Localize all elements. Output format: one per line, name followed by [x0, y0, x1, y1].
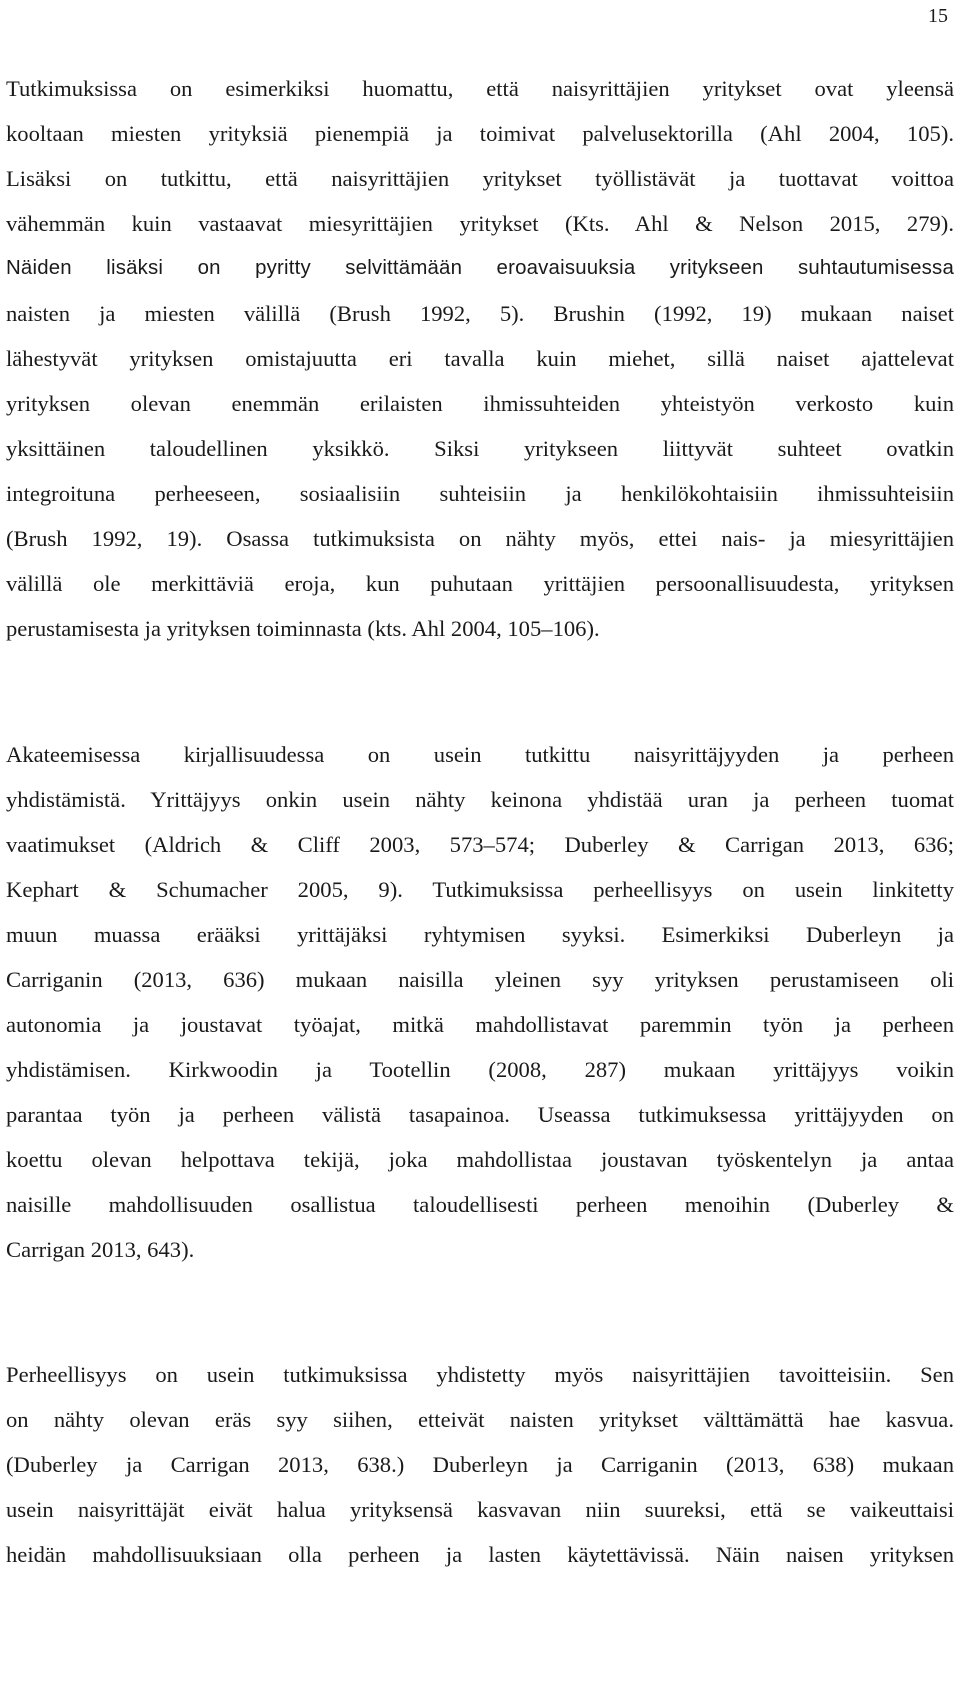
paragraph-2-line-4: Kephart & Schumacher 2005, 9). Tutkimuksissa perheellisyys on usein linkitetty [6, 877, 954, 902]
paragraph-1 [6, 66, 954, 651]
page-number: 15 [928, 5, 948, 27]
paragraph-1-line-11: (Brush 1992, 19). Osassa tutkimuksista on nähty myös, ettei nais- ja miesyrittäjien [6, 526, 954, 551]
paragraph-3-line-2: on nähty olevan eräs syy siihen, etteivät naisten yritykset välttämättä hae kasvua. [6, 1407, 954, 1432]
paragraph-2-line-2: yhdistämistä. Yrittäjyys onkin usein nähty keinona yhdistää uran ja perheen tuomat [6, 787, 954, 812]
paragraph-1-line-1: Tutkimuksissa on esimerkiksi huomattu, että naisyrittäjien yritykset ovat yleensä [6, 76, 954, 101]
paragraph-2-line-1: Akateemisessa kirjallisuudessa on usein tutkittu naisyrittäjyyden ja perheen [6, 742, 954, 767]
paragraph-1-line-10: integroituna perheeseen, sosiaalisiin suhteisiin ja henkilökohtaisiin ihmissuhteisiin [6, 481, 954, 506]
paragraph-2-line-10: koettu olevan helpottava tekijä, joka mahdollistaa joustavan työskentelyn ja antaa [6, 1147, 954, 1172]
paragraph-2-line-3: vaatimukset (Aldrich & Cliff 2003, 573–574; Duberley & Carrigan 2013, 636; [6, 832, 954, 857]
paragraph-3-line-4: usein naisyrittäjät eivät halua yrityksensä kasvavan niin suureksi, että se vaikeuttaisi [6, 1497, 954, 1522]
paragraph-3 [6, 1352, 954, 1577]
paragraph-1-line-5: Näiden lisäksi on pyritty selvittämään eroavaisuuksia yritykseen suhtautumisessa [6, 257, 954, 279]
paragraph-1-line-8: yrityksen olevan enemmän erilaisten ihmissuhteiden yhteistyön verkosto kuin [6, 391, 954, 416]
paragraph-2-line-6: Carriganin (2013, 636) mukaan naisilla yleinen syy yrityksen perustamiseen oli [6, 967, 954, 992]
paragraph-2-line-11: naisille mahdollisuuden osallistua taloudellisesti perheen menoihin (Duberley & [6, 1192, 954, 1217]
paragraph-1-line-12: välillä ole merkittäviä eroja, kun puhutaan yrittäjien persoonallisuudesta, yrityksen [6, 571, 954, 596]
paragraph-1-line-13: perustamisesta ja yrityksen toiminnasta (kts. Ahl 2004, 105–106). [6, 616, 600, 641]
paragraph-3-line-3: (Duberley ja Carrigan 2013, 638.) Duberleyn ja Carriganin (2013, 638) mukaan [6, 1452, 954, 1477]
paragraph-1-line-2: kooltaan miesten yrityksiä pienempiä ja toimivat palvelusektorilla (Ahl 2004, 105). [6, 121, 954, 146]
paragraph-1-line-7: lähestyvät yrityksen omistajuutta eri tavalla kuin miehet, sillä naiset ajattelevat [6, 346, 954, 371]
paragraph-1-line-9: yksittäinen taloudellinen yksikkö. Siksi yritykseen liittyvät suhteet ovatkin [6, 436, 954, 461]
paragraph-3-line-5: heidän mahdollisuuksiaan olla perheen ja lasten käytettävissä. Näin naisen yrityksen [6, 1542, 954, 1567]
paragraph-1-line-6: naisten ja miesten välillä (Brush 1992, 5). Brushin (1992, 19) mukaan naiset [6, 301, 954, 326]
paragraph-2-line-9: parantaa työn ja perheen välistä tasapainoa. Useassa tutkimuksessa yrittäjyyden on [6, 1102, 954, 1127]
paragraph-2-line-7: autonomia ja joustavat työajat, mitkä mahdollistavat paremmin työn ja perheen [6, 1012, 954, 1037]
paragraph-2 [6, 732, 954, 1272]
paragraph-2-line-8: yhdistämisen. Kirkwoodin ja Tootellin (2008, 287) mukaan yrittäjyys voikin [6, 1057, 954, 1082]
paragraph-2-line-12: Carrigan 2013, 643). [6, 1237, 195, 1262]
paragraph-1-line-4: vähemmän kuin vastaavat miesyrittäjien yritykset (Kts. Ahl & Nelson 2015, 279). [6, 211, 954, 236]
paragraph-1-line-3: Lisäksi on tutkittu, että naisyrittäjien yritykset työllistävät ja tuottavat voittoa [6, 166, 954, 191]
paragraph-2-line-5: muun muassa erääksi yrittäjäksi ryhtymisen syyksi. Esimerkiksi Duberleyn ja [6, 922, 954, 947]
paragraph-3-line-1: Perheellisyys on usein tutkimuksissa yhdistetty myös naisyrittäjien tavoitteisiin. Sen [6, 1362, 954, 1387]
